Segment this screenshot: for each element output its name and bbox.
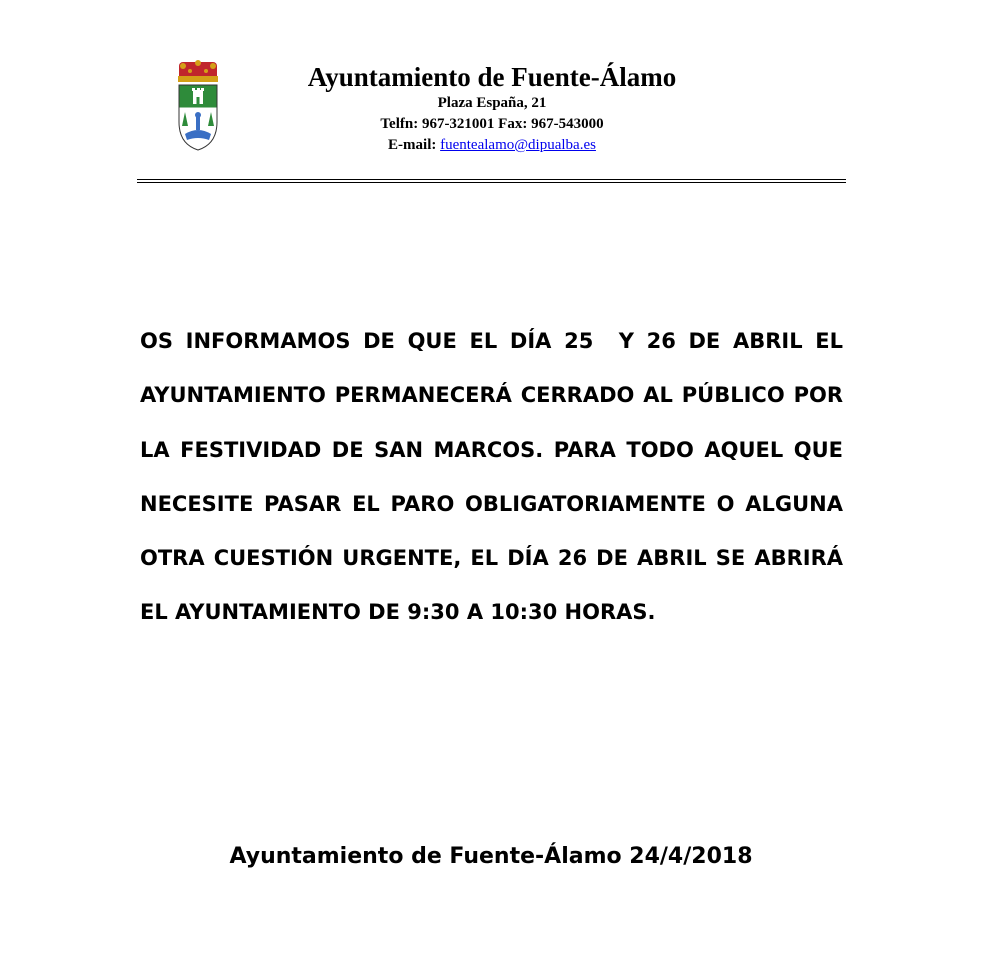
header-divider-top — [137, 179, 846, 180]
header-divider-bottom — [137, 182, 846, 183]
letterhead — [137, 56, 846, 182]
phone-fax-line: Telfn: 967-321001 Fax: 967-543000 — [380, 116, 604, 132]
closure-notice: OS INFORMAMOS DE QUE EL DÍA 25 Y 26 DE ABRIL EL AYUNTAMIENTO PERMANECERÁ CERRADO AL PÚBLICO POR LA FESTIVIDAD DE SAN MARCOS. PARA TODO AQUEL QUE NECESITE PASAR EL PARO OBLIGATORIAMENTE O ALGUNA OTRA CUESTIÓN URGENTE, EL DÍA 26 DE ABRIL SE ABRIRÁ EL AYUNTAMIENTO DE 9:30 A 10:30 HORAS. — [140, 329, 851, 625]
email-label: E-mail: — [388, 137, 437, 153]
email-line — [267, 135, 717, 156]
email-link[interactable]: fuentealamo@dipualba.es — [440, 137, 596, 153]
signature-line: Ayuntamiento de Fuente-Álamo 24/4/2018 — [229, 844, 753, 869]
address: Plaza España, 21 — [437, 95, 547, 111]
municipal-coat-of-arms-icon — [173, 60, 223, 152]
organization-name: Ayuntamiento de Fuente-Álamo — [307, 62, 677, 92]
letterhead-text — [267, 61, 717, 156]
